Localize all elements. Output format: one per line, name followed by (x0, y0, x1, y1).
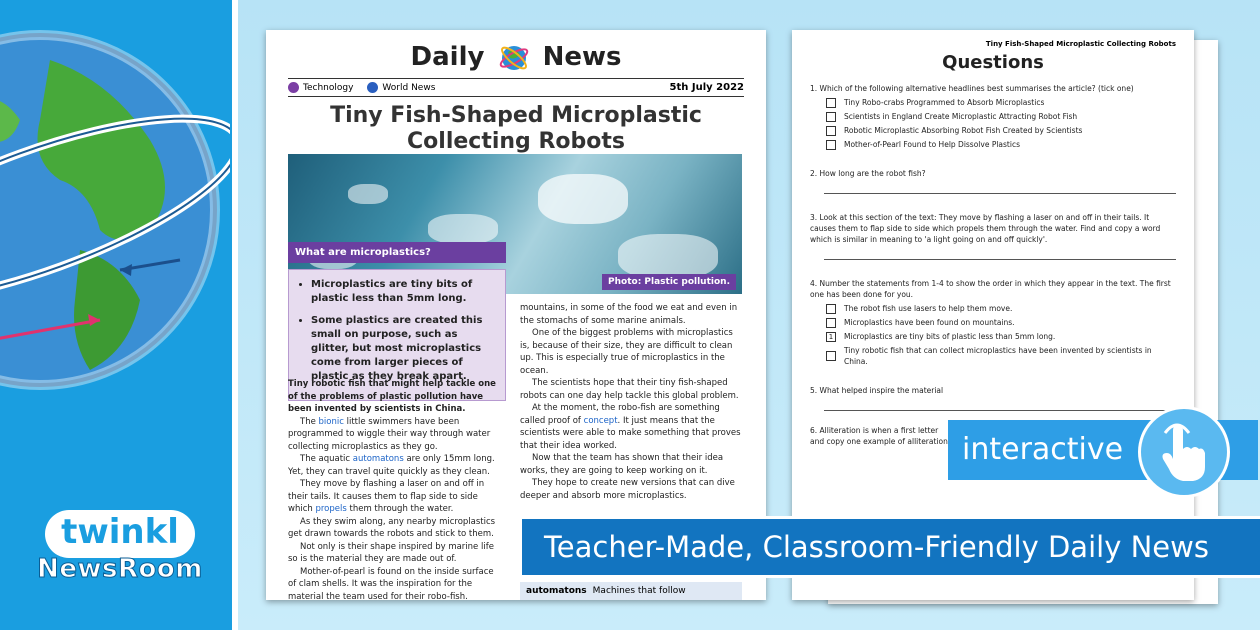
q4-option[interactable]: The robot fish use lasers to help them move. (826, 303, 1176, 314)
q1-option[interactable]: Robotic Microplastic Absorbing Robot Fish Created by Scientists (826, 125, 1176, 136)
article-headline: Tiny Fish-Shaped Microplastic Collecting Robots (330, 103, 702, 154)
question-4: 4. Number the statements from 1-4 to show the order in which they appear in the text. The first one has been done for you. The robot fish use lasers to help them move. Microplastics have been found on mountains. 1 Microplastics are tiny bits of plastic less than 5mm long. Tiny robotic fish that can collect microplastics have been invented by scientists in China. (810, 278, 1176, 367)
question-2: 2. How long are the robot fish? (810, 168, 1176, 194)
keyword-concept[interactable]: concept (583, 415, 618, 426)
keyword-bionic[interactable]: bionic (318, 416, 344, 427)
article-date: 5th July 2022 (669, 82, 744, 93)
masthead-left: Daily (410, 42, 485, 72)
checkbox[interactable] (826, 112, 836, 122)
paragraph: Mother-of-pearl is found on the inside surface of clam shells. It was the inspiration for the material the team used for their robo-fish. (288, 566, 494, 602)
lead-paragraph: Tiny robotic fish that might help tackle one of the problems of plastic pollution have been invented by scientists in China. (288, 379, 496, 414)
number-box[interactable] (826, 304, 836, 314)
number-box[interactable] (826, 318, 836, 328)
paragraph: The bionic little swimmers have been programmed to wiggle their way through water collecting microplastics as they go. (288, 416, 491, 452)
paragraph: The scientists hope that their tiny fish-shaped robots can one day help tackle this global problem. (520, 378, 739, 401)
hand-pointer-icon (1155, 421, 1215, 485)
paragraph: The aquatic automatons are only 15mm long. Yet, they can travel quite quickly as they clean. (288, 454, 495, 477)
questions-title: Questions (942, 52, 1044, 73)
globe-illustration (0, 20, 230, 400)
glossary (520, 582, 742, 600)
article-column-2 (520, 302, 742, 502)
point-1: • Microplastics are tiny bits of plastic less than 5mm long. (311, 278, 497, 306)
paragraph: At the moment, the robo-fish are something called proof of concept. It just means that the scientists were able to make something that proves that their idea worked. (520, 403, 741, 451)
keyword-automatons[interactable]: automatons (352, 454, 404, 464)
number-box[interactable] (826, 351, 836, 361)
question-6: 6. Alliteration is when a first letter and copy one example of alliteration (810, 426, 948, 446)
paragraph: As they swim along, any nearby microplastics get drawn towards the robots and stick to them. (288, 516, 496, 539)
q4-option[interactable]: 1 Microplastics are tiny bits of plastic less than 5mm long. (826, 331, 1176, 342)
promo-banner (522, 516, 1260, 578)
world-icon (367, 82, 378, 93)
q4-option[interactable]: Tiny robotic fish that can collect microplastics have been invented by scientists in China. (826, 345, 1176, 367)
category-bar (288, 78, 744, 97)
paragraph: They move by flashing a laser on and off in their tails. It causes them to flap side to side which propels them through the water. (288, 479, 485, 514)
category-world-news: World News (367, 82, 435, 93)
article-column-1 (288, 378, 504, 603)
photo-caption: Photo: Plastic pollution. (602, 274, 736, 290)
checkbox[interactable] (826, 126, 836, 136)
tap-icon[interactable] (1138, 406, 1230, 498)
paragraph: mountains, in some of the food we eat and even in the stomachs of some marine animals. (520, 303, 738, 326)
question-1: 1. Which of the following alternative headlines best summarises the article? (tick one) Tiny Robo-crabs Programmed to Absorb Microplastics Scientists in England Create Microplastic Attracting Robot Fish Robotic Microplastic Absorbing Robot Fish Created by Scientists Mother-of-Pearl Found to Help Dissolve Plastics (810, 83, 1176, 150)
number-box[interactable]: 1 (826, 332, 836, 342)
paragraph: Not only is their shape inspired by marine life so is the material they are made out of. (288, 541, 494, 564)
twinkl-newsroom-logo (30, 510, 210, 584)
q1-option[interactable]: Tiny Robo-crabs Programmed to Absorb Microplastics (826, 97, 1176, 108)
glossary-definition: Machines that follow (592, 586, 686, 596)
glossary-term: automatons (526, 586, 587, 596)
q1-option[interactable]: Mother-of-Pearl Found to Help Dissolve Plastics (826, 139, 1176, 150)
keyword-propels[interactable]: propels (315, 504, 347, 514)
masthead (288, 40, 744, 74)
questions-page (792, 30, 1194, 600)
interactive-label: interactive (962, 432, 1124, 467)
checkbox[interactable] (826, 98, 836, 108)
running-head: Tiny Fish-Shaped Microplastic Collecting Robots (985, 40, 1176, 48)
question-5: 5. What helped inspire the material (810, 385, 1176, 411)
globe-logo-icon (498, 42, 530, 74)
twinkl-wordmark: twinkl (45, 510, 195, 558)
q4-option[interactable]: Microplastics have been found on mountains. (826, 317, 1176, 328)
newsroom-wordmark: NewsRoom (37, 554, 203, 584)
q1-option[interactable]: Scientists in England Create Microplastic Attracting Robot Fish (826, 111, 1176, 122)
masthead-right: News (542, 42, 622, 72)
paragraph: They hope to create new versions that can dive deeper and absorb more microplastics. (520, 478, 735, 501)
paragraph: One of the biggest problems with microplastics is, because of their size, they are difficult to clean up. This is especially true of microplastics in the ocean. (520, 328, 733, 376)
technology-icon (288, 82, 299, 93)
paragraph: Now that the team has shown that their idea works, they are going to keep working on it. (520, 453, 724, 476)
left-panel (0, 0, 232, 630)
category-technology: Technology (288, 82, 353, 93)
checkbox[interactable] (826, 140, 836, 150)
banner-text: Teacher-Made, Classroom-Friendly Daily News (544, 530, 1209, 564)
answer-line[interactable] (824, 410, 1176, 411)
microplastics-heading: What are microplastics? (288, 242, 506, 263)
answer-line[interactable] (824, 259, 1176, 260)
question-3: 3. Look at this section of the text: They move by flashing a laser on and off in their tails. It causes them to flap side to side which propels them through the water. Find and copy a word which is similar in meaning to 'a light going on and off quickly'. (810, 212, 1176, 260)
point-2: • Some plastics are created this small on purpose, such as glitter, but most microplastics come from larger pieces of plastic as they break apart. (311, 314, 497, 384)
answer-line[interactable] (824, 193, 1176, 194)
